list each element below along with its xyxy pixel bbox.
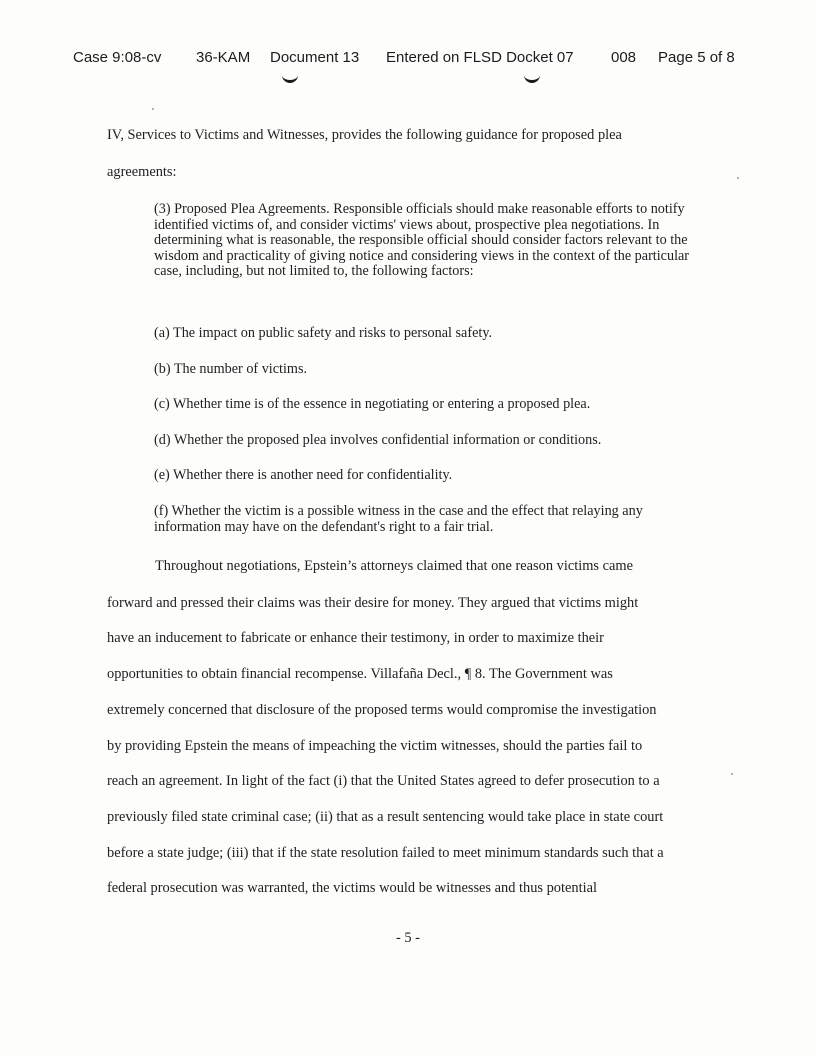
factor-item-e: (e) Whether there is another need for confidentiality. <box>154 467 453 483</box>
factor-item-b: (b) The number of victims. <box>154 361 308 377</box>
header-entered-on-docket: Entered on FLSD Docket 07 <box>386 49 574 66</box>
paragraph-line-8: previously filed state criminal case; (ii) that as a result sentencing would take place in state court <box>107 809 664 825</box>
paragraph-line-10: federal prosecution was warranted, the victims would be witnesses and thus potential <box>107 880 597 896</box>
intro-line-1: IV, Services to Victims and Witnesses, provides the following guidance for proposed plea <box>107 127 622 143</box>
page-number: - 5 - <box>396 930 420 946</box>
paragraph-line-7: reach an agreement. In light of the fact (i) that the United States agreed to defer prosecution to a <box>107 773 660 789</box>
header-case-number-tail: 36-KAM <box>196 49 251 66</box>
factor-item-a: (a) The impact on public safety and risks to personal safety. <box>154 325 493 341</box>
paragraph-line-1: Throughout negotiations, Epstein’s attorneys claimed that one reason victims came <box>155 558 633 574</box>
header-docket-date-tail: 008 <box>611 49 637 66</box>
header-case-number: Case 9:08-cv <box>73 49 162 66</box>
scan-speck <box>152 108 154 110</box>
header-document-number: Document 13 <box>270 49 360 66</box>
scan-mark-left <box>282 75 298 83</box>
factor-item-d: (d) Whether the proposed plea involves confidential information or conditions. <box>154 432 602 448</box>
intro-line-2: agreements: <box>107 164 177 180</box>
header-page-count: Page 5 of 8 <box>658 49 735 66</box>
paragraph-line-4: opportunities to obtain financial recompense. Villafaña Decl., ¶ 8. The Government was <box>107 666 613 682</box>
scan-mark-right <box>524 75 540 83</box>
factor-item-c: (c) Whether time is of the essence in negotiating or entering a proposed plea. <box>154 396 591 412</box>
paragraph-line-9: before a state judge; (iii) that if the state resolution failed to meet minimum standards such that a <box>107 845 664 861</box>
scan-speck <box>731 773 733 775</box>
paragraph-line-5: extremely concerned that disclosure of the proposed terms would compromise the investigation <box>107 702 657 718</box>
paragraph-line-3: have an inducement to fabricate or enhance their testimony, in order to maximize their <box>107 630 604 646</box>
paragraph-line-2: forward and pressed their claims was their desire for money. They argued that victims might <box>107 595 639 611</box>
paragraph-line-6: by providing Epstein the means of impeaching the victim witnesses, should the parties fail to <box>107 738 643 754</box>
scan-speck <box>737 177 739 179</box>
factor-item-f: (f) Whether the victim is a possible witness in the case and the effect that relaying any information may have on the defendant's right to a fair trial. <box>154 503 643 535</box>
block-quote-plea-agreements: (3) Proposed Plea Agreements. Responsible officials should make reasonable efforts to notify identified victims of, and consider victims' views about, prospective plea negotiations. In determining what is reasonable, the responsible official should consider factors relevant to the wisdom and practicality of giving notice and considering views in the context of the particular case, including, but not limited to, the following factors: <box>154 201 690 280</box>
